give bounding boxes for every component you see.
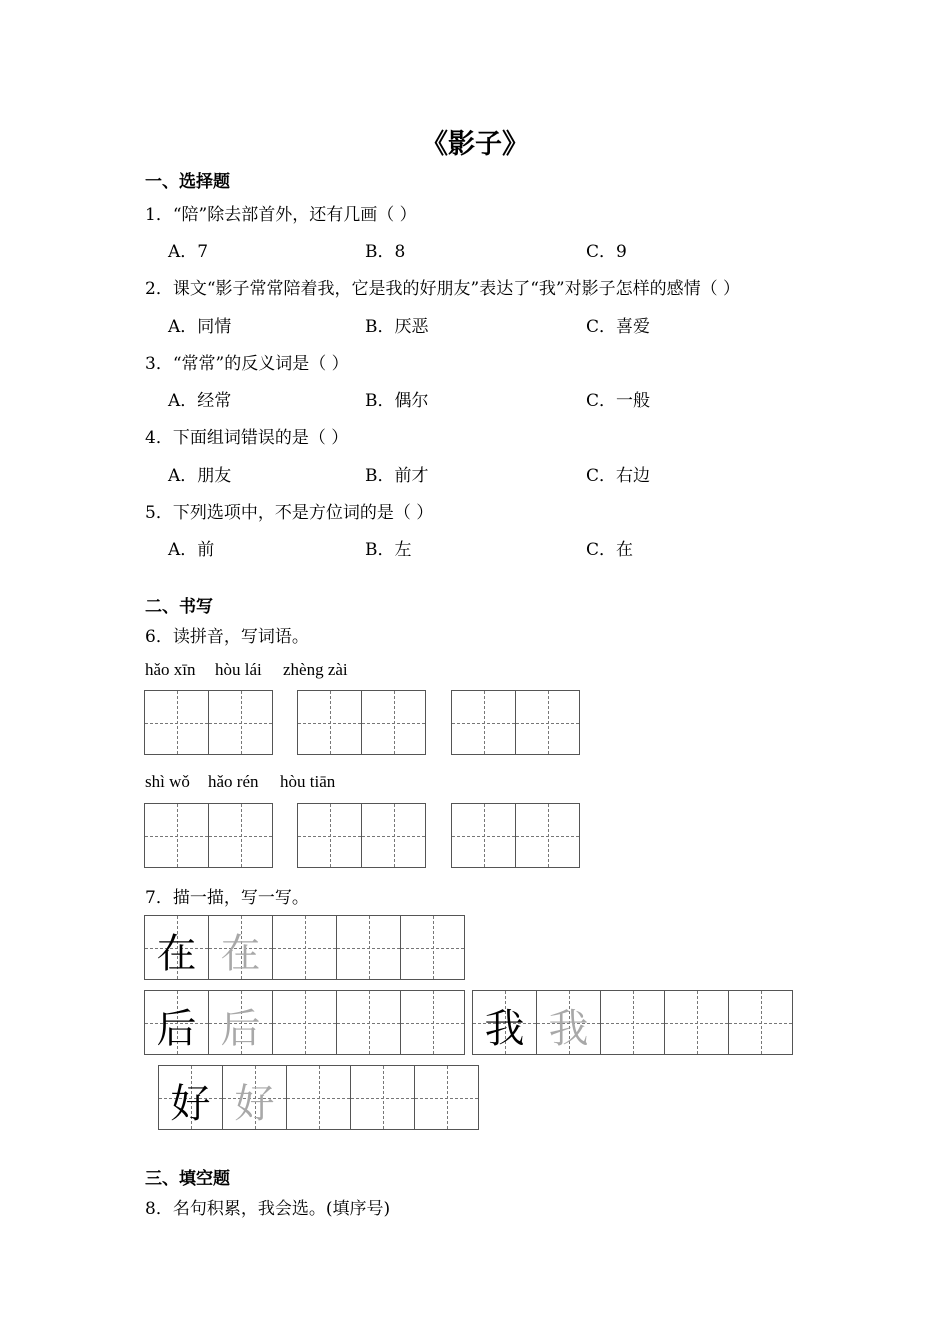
grid-cell[interactable]	[144, 690, 209, 755]
question-5: 5．下列选项中，不是方位词的是（ ）	[145, 503, 434, 523]
q1-option-c: C．9	[586, 242, 627, 262]
model-char: 好	[170, 1081, 211, 1127]
q3-option-b: B．偶尔	[365, 391, 429, 411]
pinyin-zheng-zai: zhèng zài	[283, 660, 348, 679]
q5-option-b: B．左	[365, 540, 412, 560]
grid-cell[interactable]	[222, 1065, 287, 1130]
trace-char: 在	[220, 931, 261, 977]
writing-grid-6[interactable]	[451, 803, 580, 868]
q2-option-a: A．同情	[168, 317, 232, 337]
grid-cell[interactable]	[208, 990, 273, 1055]
grid-cell[interactable]	[400, 915, 465, 980]
grid-cell	[158, 1065, 223, 1130]
grid-cell[interactable]	[272, 915, 337, 980]
q4-option-c: C．右边	[586, 466, 651, 486]
grid-cell[interactable]	[208, 915, 273, 980]
question-7: 7．描一描，写一写。	[145, 888, 309, 908]
model-char: 在	[156, 931, 197, 977]
page-title: 《影子》	[421, 129, 529, 160]
q4-option-b: B．前才	[365, 466, 429, 486]
trace-grid-wo[interactable]	[472, 990, 793, 1055]
grid-cell[interactable]	[600, 990, 665, 1055]
question-1: 1．“陪”除去部首外，还有几画（ ）	[145, 205, 417, 225]
trace-char: 后	[220, 1006, 261, 1052]
q4-option-a: A．朋友	[168, 466, 232, 486]
grid-cell[interactable]	[208, 690, 273, 755]
q1-option-b: B．8	[365, 242, 406, 262]
pinyin-hou-tian: hòu tiān	[280, 772, 336, 791]
question-4: 4．下面组词错误的是（ ）	[145, 428, 349, 448]
pinyin-hao-xin: hǎo xīn	[145, 660, 196, 679]
model-char: 我	[484, 1006, 525, 1052]
grid-cell[interactable]	[414, 1065, 479, 1130]
section-heading-writing: 二、书写	[145, 597, 213, 617]
trace-char: 好	[234, 1081, 275, 1127]
trace-grid-zai[interactable]	[144, 915, 465, 980]
writing-grid-1[interactable]	[144, 690, 273, 755]
question-3: 3．“常常”的反义词是（ ）	[145, 354, 349, 374]
grid-cell	[472, 990, 537, 1055]
grid-cell	[144, 990, 209, 1055]
grid-cell[interactable]	[144, 803, 209, 868]
grid-cell[interactable]	[297, 690, 362, 755]
writing-grid-3[interactable]	[451, 690, 580, 755]
grid-cell[interactable]	[336, 915, 401, 980]
q5-option-c: C．在	[586, 540, 634, 560]
q3-option-a: A．经常	[168, 391, 232, 411]
question-6: 6．读拼音，写词语。	[145, 627, 309, 647]
grid-cell[interactable]	[336, 990, 401, 1055]
writing-grid-2[interactable]	[297, 690, 426, 755]
q5-option-a: A．前	[168, 540, 215, 560]
grid-cell	[144, 915, 209, 980]
section-heading-fill: 三、填空题	[145, 1169, 230, 1189]
grid-cell[interactable]	[451, 690, 516, 755]
grid-cell[interactable]	[297, 803, 362, 868]
writing-grid-4[interactable]	[144, 803, 273, 868]
trace-char: 我	[548, 1006, 589, 1052]
q2-option-c: C．喜爱	[586, 317, 651, 337]
question-8: 8．名句积累，我会选。(填序号)	[145, 1199, 391, 1219]
grid-cell[interactable]	[515, 803, 580, 868]
grid-cell[interactable]	[728, 990, 793, 1055]
grid-cell[interactable]	[208, 803, 273, 868]
writing-grid-5[interactable]	[297, 803, 426, 868]
pinyin-hao-ren: hǎo rén	[208, 772, 259, 791]
q2-option-b: B．厌恶	[365, 317, 429, 337]
trace-grid-hou[interactable]	[144, 990, 465, 1055]
grid-cell[interactable]	[664, 990, 729, 1055]
grid-cell[interactable]	[272, 990, 337, 1055]
trace-grid-hao[interactable]	[158, 1065, 479, 1130]
section-heading-choice: 一、选择题	[145, 172, 230, 192]
grid-cell[interactable]	[361, 803, 426, 868]
model-char: 后	[156, 1006, 197, 1052]
grid-cell[interactable]	[515, 690, 580, 755]
question-2: 2．课文“影子常常陪着我，它是我的好朋友”表达了“我”对影子怎样的感情（ ）	[145, 279, 740, 299]
grid-cell[interactable]	[536, 990, 601, 1055]
grid-cell[interactable]	[286, 1065, 351, 1130]
pinyin-hou-lai: hòu lái	[215, 660, 262, 679]
grid-cell[interactable]	[350, 1065, 415, 1130]
pinyin-shi-wo: shì wǒ	[145, 772, 190, 791]
grid-cell[interactable]	[451, 803, 516, 868]
grid-cell[interactable]	[361, 690, 426, 755]
grid-cell[interactable]	[400, 990, 465, 1055]
q1-option-a: A．7	[168, 242, 209, 262]
q3-option-c: C．一般	[586, 391, 651, 411]
